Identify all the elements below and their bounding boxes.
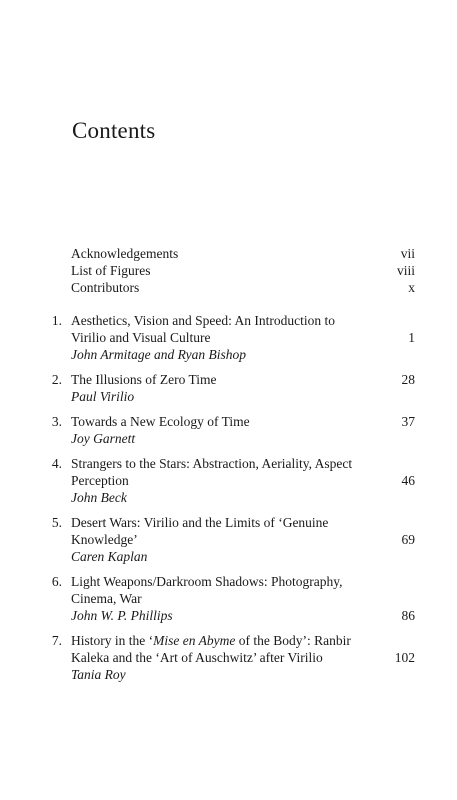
chapter-page: 46 xyxy=(401,473,415,488)
chapter-author: John W. P. Phillips xyxy=(71,608,173,623)
chapter-number: 4. xyxy=(51,456,62,471)
chapter-number: 3. xyxy=(51,414,62,429)
chapter-author: Joy Garnett xyxy=(71,431,136,446)
toc-entry-list-of-figures[interactable] xyxy=(0,263,457,279)
chapter-author: Caren Kaplan xyxy=(71,549,148,564)
toc-entry-acknowledgements[interactable] xyxy=(0,246,457,262)
chapter-title-line: Towards a New Ecology of Time xyxy=(71,414,250,429)
chapter-page: 102 xyxy=(394,650,415,665)
chapter-author: Paul Virilio xyxy=(71,389,135,404)
chapter-title-line: Virilio and Visual Culture xyxy=(71,330,211,345)
entry-title: List of Figures xyxy=(71,263,151,278)
chapter-page: 37 xyxy=(401,414,415,429)
chapter-title-line: Knowledge’ xyxy=(71,532,138,547)
entry-page: vii xyxy=(400,246,415,261)
chapter-title-line: Desert Wars: Virilio and the Limits of ‘Genuine xyxy=(71,515,329,530)
entry-title: Acknowledgements xyxy=(71,246,179,261)
chapter-title-line: Strangers to the Stars: Abstraction, Aeriality, Aspect xyxy=(71,456,353,471)
chapter-title-line: Light Weapons/Darkroom Shadows: Photography, xyxy=(71,574,343,589)
chapter-title-line: Aesthetics, Vision and Speed: An Introduction to xyxy=(71,313,336,328)
chapter-page: 69 xyxy=(401,532,415,547)
page-title: Contents xyxy=(72,118,156,143)
chapter-title-line: Kaleka and the ‘Art of Auschwitz’ after Virilio xyxy=(71,650,323,665)
chapter-page: 28 xyxy=(401,372,415,387)
chapter-number: 2. xyxy=(51,372,62,387)
chapter-page: 86 xyxy=(401,608,415,623)
chapter-author: John Beck xyxy=(71,490,127,505)
chapter-page: 1 xyxy=(408,330,415,345)
chapter-number: 7. xyxy=(51,633,62,648)
chapter-number: 5. xyxy=(51,515,62,530)
chapter-title-line: Cinema, War xyxy=(71,591,142,606)
chapter-number: 6. xyxy=(51,574,62,589)
chapter-title-line: History in the ‘Mise en Abyme of the Body’: Ranbir xyxy=(71,633,351,648)
entry-title: Contributors xyxy=(71,280,140,295)
chapter-title-line: Perception xyxy=(71,473,129,488)
chapter-author: Tania Roy xyxy=(71,667,126,682)
chapter-author: John Armitage and Ryan Bishop xyxy=(71,347,246,362)
toc-entry-contributors[interactable] xyxy=(0,280,457,296)
entry-page: x xyxy=(408,280,415,295)
entry-page: viii xyxy=(396,263,415,278)
chapter-title-line: The Illusions of Zero Time xyxy=(71,372,217,387)
chapter-number: 1. xyxy=(51,313,62,328)
